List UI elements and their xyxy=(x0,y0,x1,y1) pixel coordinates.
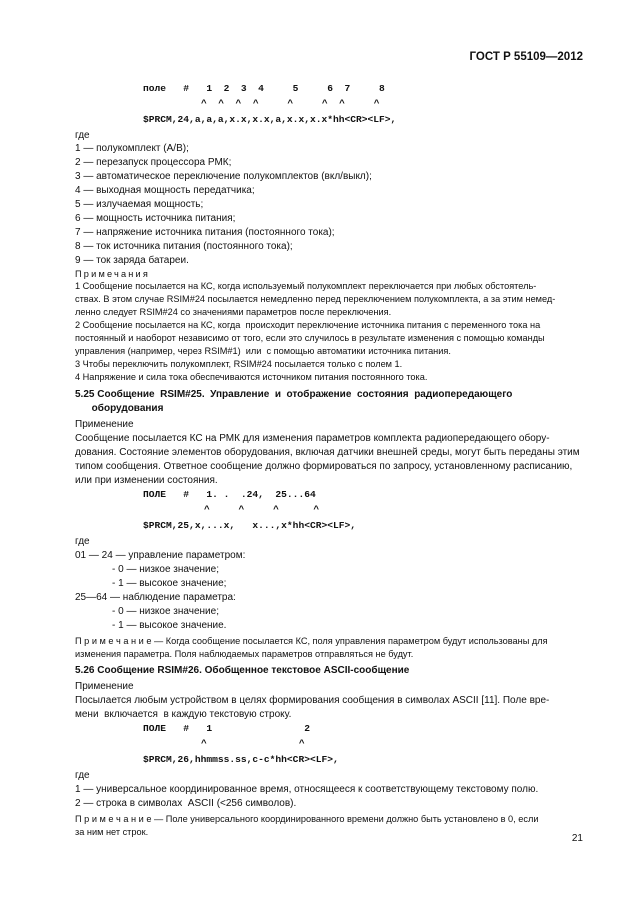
text-line: 5.25 Сообщение RSIM#25. Управление и отображение состояния радиопередающего xyxy=(75,389,513,400)
page-number: 21 xyxy=(571,833,583,844)
text-line: 5 — излучаемая мощность; xyxy=(75,199,204,210)
text-line: где xyxy=(75,536,90,547)
text-line: ^ ^ ^ ^ xyxy=(204,504,320,515)
text-line: Применение xyxy=(75,681,134,692)
text-line: 3 Чтобы переключить полукомплект, RSIM#24 посылается только с полем 1. xyxy=(75,359,403,369)
text-line: 7 — напряжение источника питания (постоянного тока); xyxy=(75,227,335,238)
text-line: 1 — полукомплект (А/В); xyxy=(75,143,189,154)
text-line: мени включается в каждую текстовую строку. xyxy=(75,709,292,720)
text-line: $PRCM,25,x,...x, x...,x*hh<CR><LF>, xyxy=(143,520,357,531)
text-line: Примечания xyxy=(75,269,151,279)
text-line: ленно следует RSIM#24 со значениями параметров после переключения. xyxy=(75,307,392,317)
text-line: $PRCM,26,hhmmss.ss,c-c*hh<CR><LF>, xyxy=(143,754,339,765)
text-line: 3 — автоматическое переключение полукомплектов (вкл/выкл); xyxy=(75,171,372,182)
text-line: поле # 1 2 3 4 5 6 7 8 xyxy=(143,83,385,94)
text-line: дования. Состояние элементов оборудования, включая датчики внешней среды, могут быть переданы этим xyxy=(75,447,580,458)
text-line: - 0 — низкое значение; xyxy=(112,564,219,575)
text-line: Сообщение посылается КС на РМК для изменения параметров комплекта радиопередающего обору- xyxy=(75,433,550,444)
text-line: 5.26 Сообщение RSIM#26. Обобщенное текстовое ASCII-сообщение xyxy=(75,665,410,676)
text-line: - 1 — высокое значение. xyxy=(112,620,227,631)
text-line: 2 — строка в символах ASCII (<256 символов). xyxy=(75,798,297,809)
text-line: $PRCM,24,a,a,a,x.x,x.x,a,x.x,x.x*hh<CR><LF>, xyxy=(143,114,397,125)
text-line: ^ ^ ^ ^ ^ ^ ^ ^ xyxy=(201,98,380,109)
text-line: ^ ^ xyxy=(201,738,305,749)
text-line: изменения параметра. Поля наблюдаемых параметров отправляться не будут. xyxy=(75,649,414,659)
text-line: П р и м е ч а н и е — Поле универсального координированного времени должно быть установлено в 0, если xyxy=(75,814,539,824)
document-header: ГОСТ Р 55109—2012 xyxy=(469,51,583,63)
text-line: оборудования xyxy=(75,403,164,414)
text-line: 1 Сообщение посылается на КС, когда используемый полукомплект переключается при любых обстоятель- xyxy=(75,281,537,291)
text-line: 4 — выходная мощность передатчика; xyxy=(75,185,255,196)
text-line: где xyxy=(75,770,90,781)
text-line: где xyxy=(75,130,90,141)
text-line: - 0 — низкое значение; xyxy=(112,606,219,617)
text-line: 8 — ток источника питания (постоянного тока); xyxy=(75,241,293,252)
text-line: 2 — перезапуск процессора РМК; xyxy=(75,157,232,168)
text-line: или при изменении состояния. xyxy=(75,475,218,486)
text-line: 6 — мощность источника питания; xyxy=(75,213,236,224)
text-line: 25—64 — наблюдение параметра: xyxy=(75,592,236,603)
text-line: - 1 — высокое значение; xyxy=(112,578,227,589)
text-line: ствах. В этом случае RSIM#24 посылается немедленно перед переключением полукомплекта, а за этим немед- xyxy=(75,294,556,304)
text-line: П р и м е ч а н и е — Когда сообщение посылается КС, поля управления параметром будут использованы для xyxy=(75,636,548,646)
text-line: управления (например, через RSIM#1) или с помощью автоматики источника питания. xyxy=(75,346,451,356)
text-line: ПОЛЕ # 1. . .24, 25...64 xyxy=(143,489,316,500)
text-line: 01 — 24 — управление параметром: xyxy=(75,550,246,561)
text-line: 4 Напряжение и сила тока обеспечиваются источником питания постоянного тока. xyxy=(75,372,428,382)
text-line: типом сообщения. Ответное сообщение должно формироваться по запросу, установленному расписанию, xyxy=(75,461,573,472)
text-line: 1 — универсальное координированное время, относящееся к соответствующему текстовому полю. xyxy=(75,784,539,795)
text-line: ПОЛЕ # 1 2 xyxy=(143,723,310,734)
text-line: 2 Сообщение посылается на КС, когда происходит переключение источника питания с переменного тока на xyxy=(75,320,541,330)
text-line: Посылается любым устройством в целях формирования сообщения в символах ASCII [11]. Поле вре- xyxy=(75,695,550,706)
text-line: 9 — ток заряда батареи. xyxy=(75,255,189,266)
text-line: постоянный и наоборот независимо от того, если это случилось в результате изменения с помощью команды xyxy=(75,333,545,343)
text-line: за ним нет строк. xyxy=(75,827,149,837)
text-line: Применение xyxy=(75,419,134,430)
